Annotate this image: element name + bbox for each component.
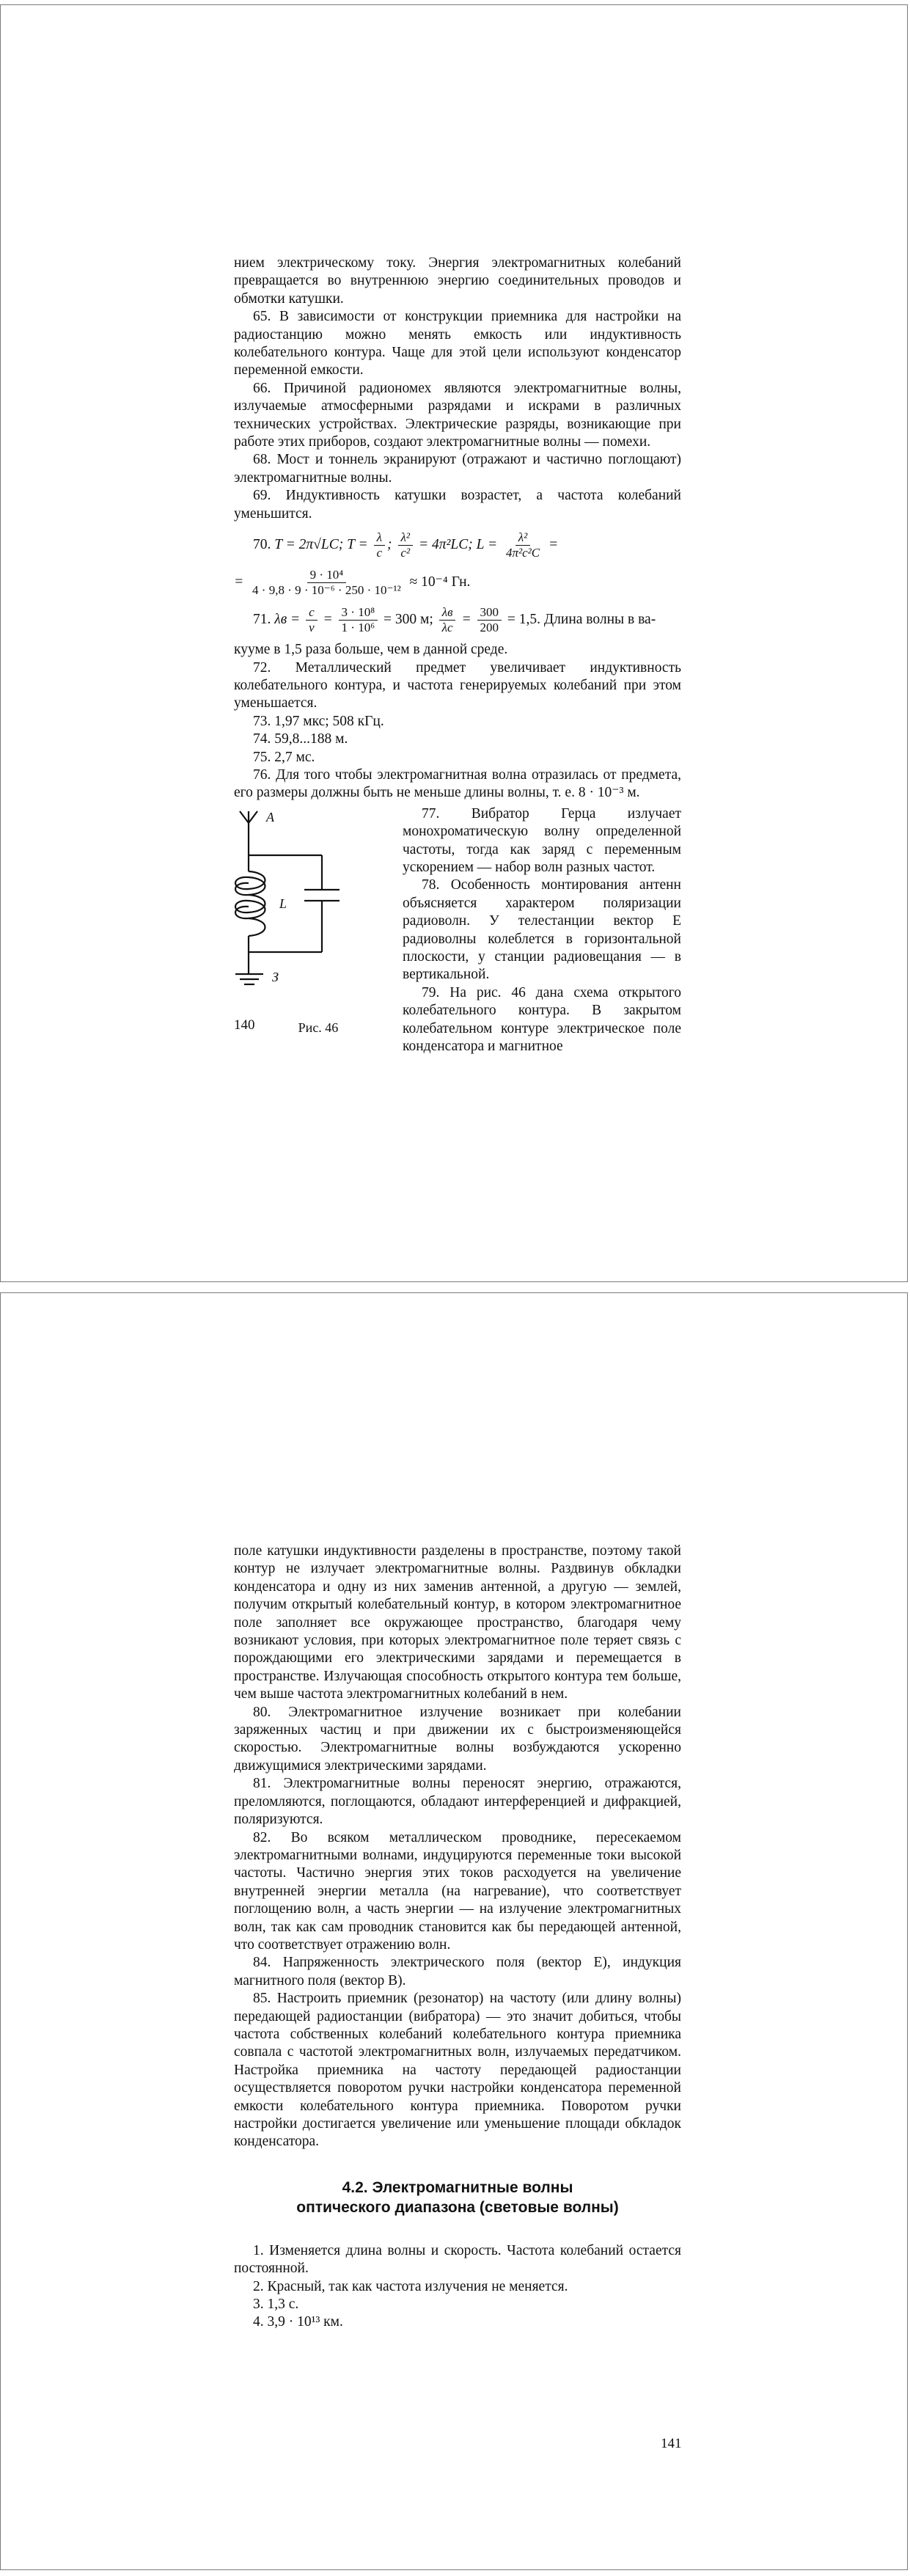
fraction: $\frac{\text{3 · 10⁸}}{\text{1 · 10⁶}}$ [339,605,378,635]
fraction: $\frac{\text{9 · 10⁴}}{\text{4 · 9,8 · 9 · 10⁻⁶ · 250 · 10⁻¹²}}$ [252,568,401,598]
paragraph: 78. Особенность монтирования антенн объясняется характером поляризации радиоволн. У телестанции вектор E радиоволны колеблется в горизонтальной плоскости, у станции радиовещания — в вертикальной. [403,877,681,983]
fraction: $\frac{300}{200}$ [477,605,502,635]
figure-46 [234,805,403,1056]
paragraph: 4. 3,9 · 10¹³ км. [253,2314,343,2330]
paragraph: 66. Причиной радиономех являются электромагнитные волны, излучаемые атмосферными разрядами и искрами в различных технических устройствах. Электрические разряды, возникающие при работе этих приборов, создают электромагнитные волны — помехи. [234,380,681,450]
paragraph: 2. Красный, так как частота излучения не меняется. [253,2278,568,2294]
paragraph: 81. Электромагнитные волны переносят энергию, отражаются, преломляются, поглощаются, обладают интерференцией и дифракцией, поляризуются. [234,1776,681,1828]
paragraph: кууме в 1,5 раза больше, чем в данной среде. [234,642,508,658]
paragraph: 82. Во всяком металлическом проводнике, пересекаемом электромагнитными волнами, индуцируются переменные токи высокой частоты. Частично энергия этих токов расходуется на увеличение внутренней энергии металла (на нагревание), что соответствует поглощению волн, а часть энергии — на излучение электромагнитных волн, так как сам проводник становится как бы передающей антенной, что соответствует отражению волн. [234,1829,681,1953]
paragraph: 77. Вибратор Герца излучает монохроматическую волну определенной частоты, тогда как заряд с переменным ускорением — набор волн разных частот. [403,805,681,875]
paragraph: 1. Изменяется длина волны и скорость. Частота колебаний остается постоянной. [234,2242,681,2277]
page-number: 141 [661,2436,682,2451]
page-141 [0,1292,908,2570]
fraction: $\frac{c}{\nu}$ [306,605,318,635]
paragraph: 69. Индуктивность катушки возрастет, а частота колебаний уменьшится. [234,488,681,522]
page-140 [0,4,908,1282]
paragraph: 85. Настроить приемник (резонатор) на частоту (или длину волны) передающей радиостанции (вибратора) — это значит добиться, чтобы частота собственных колебаний колебательного контура приемника совпала с частотой электромагнитных волн, излучаемых передатчиком. Настройка приемника на частоту передающей радиостанции осуществляется поворотом ручки настройки конденсатора переменной емкости колебательного контура приемника. Поворотом ручки настройки достигается увеличение или уменьшение площади обкладок конденсатора. [234,1991,681,2150]
paragraph: 68. Мост и тоннель экранируют (отражают и частично поглощают) электромагнитные волны. [234,452,681,486]
text-column [234,255,681,1055]
equation-71: 71. λв = $\frac{c}{\nu}$ = $\frac{\text{3 · 10⁸}}{\text{1 · 10⁶}}$ = 300 м; $\frac{\lambda в}{\lambda с}$ = $\frac{300}{200}$ = 1,5. Длина волны в ва- [253,605,656,635]
paragraph: нием электрическому току. Энергия электромагнитных колебаний превращается во внутреннюю энергию соединительных проводов и обмотки катушки. [234,255,681,307]
text-column [234,1543,681,2332]
paragraph: 76. Для того чтобы электромагнитная волна отразилась от предмета, его размеры должны быть не меньше длины волны, т. е. 8 · 10⁻³ м. [234,766,681,801]
section-heading: 4.2. Электромагнитные волны оптического диапазона (световые волны) [296,2178,619,2216]
page-number: 140 [234,1017,255,1033]
fraction: $\frac{\text{λ²}}{\text{c²}}$ [397,530,413,560]
paragraph: поле катушки индуктивности разделены в пространстве, поэтому такой контур не излучает электромагнитные волны. Раздвинув обкладки конденсатора и одну из них заменив антенной, а другую — землей, получим открытый колебательный контур, в котором электромагнитное поле заполняет все окружающее пространство, благодаря чему возникают условия, при которых электромагнитное поле теряет связь с порождающими его электрическими зарядами и перемещается в пространстве. Излучающая способность открытого контура тем больше, чем выше частота электромагнитных колебаний в нем. [234,1543,681,1702]
fraction: $\frac{\lambda}{c}$ [374,530,386,560]
fraction: $\frac{\lambda в}{\lambda с}$ [439,605,456,635]
paragraph: 79. На рис. 46 дана схема открытого колебательного контура. В закрытом колебательном контуре электрическое поле конденсатора и магнитное [403,984,681,1055]
paragraph: 74. 59,8...188 м. [253,731,348,747]
equation-70: 70. T = 2π√LC; T = $\frac{\lambda}{c}$ ; $\frac{\text{λ²}}{\text{c²}}$ = 4π²LC; L = $\frac{\text{λ²}}{\text{4π²c²C}}$ = [253,530,559,560]
paragraph: 73. 1,97 мкс; 508 кГц. [253,713,384,729]
paragraph: 3. 1,3 с. [253,2297,299,2313]
fraction: $\frac{\text{λ²}}{\text{4π²c²C}}$ [505,530,540,560]
paragraph: 84. Напряженность электрического поля (вектор E), индукция магнитного поля (вектор B). [234,1955,681,1988]
paragraph: 75. 2,7 мс. [253,749,315,765]
paragraph: 65. В зависимости от конструкции приемника для настройки на радиостанцию можно менять емкость или индуктивность колебательного контура. Чаще для этой цели используют конденсатор переменной емкости. [234,309,681,378]
label-coil: L [279,896,287,911]
figure-caption: Рис. 46 [298,1020,339,1036]
paragraph: 72. Металлический предмет увеличивает индуктивность колебательного контура, и частота генерируемых колебаний при этом уменьшается. [234,659,681,711]
label-ground: З [272,969,279,984]
figure-block [234,805,681,1056]
label-antenna: A [266,809,274,824]
oscillating-circuit-diagram [234,805,395,1011]
paragraph: 80. Электромагнитное излучение возникает при колебании заряженных частиц и при движении их с быстроизменяющейся скоростью. Электромагнитные волны возбуждаются ускоренно движущимися электрическими зарядами. [234,1704,681,1774]
equation-70-result: = $\frac{\text{9 · 10⁴}}{\text{4 · 9,8 · 9 · 10⁻⁶ · 250 · 10⁻¹²}}$ ≈ 10⁻⁴ Гн. [234,568,471,598]
figure-side-text [403,805,681,1056]
